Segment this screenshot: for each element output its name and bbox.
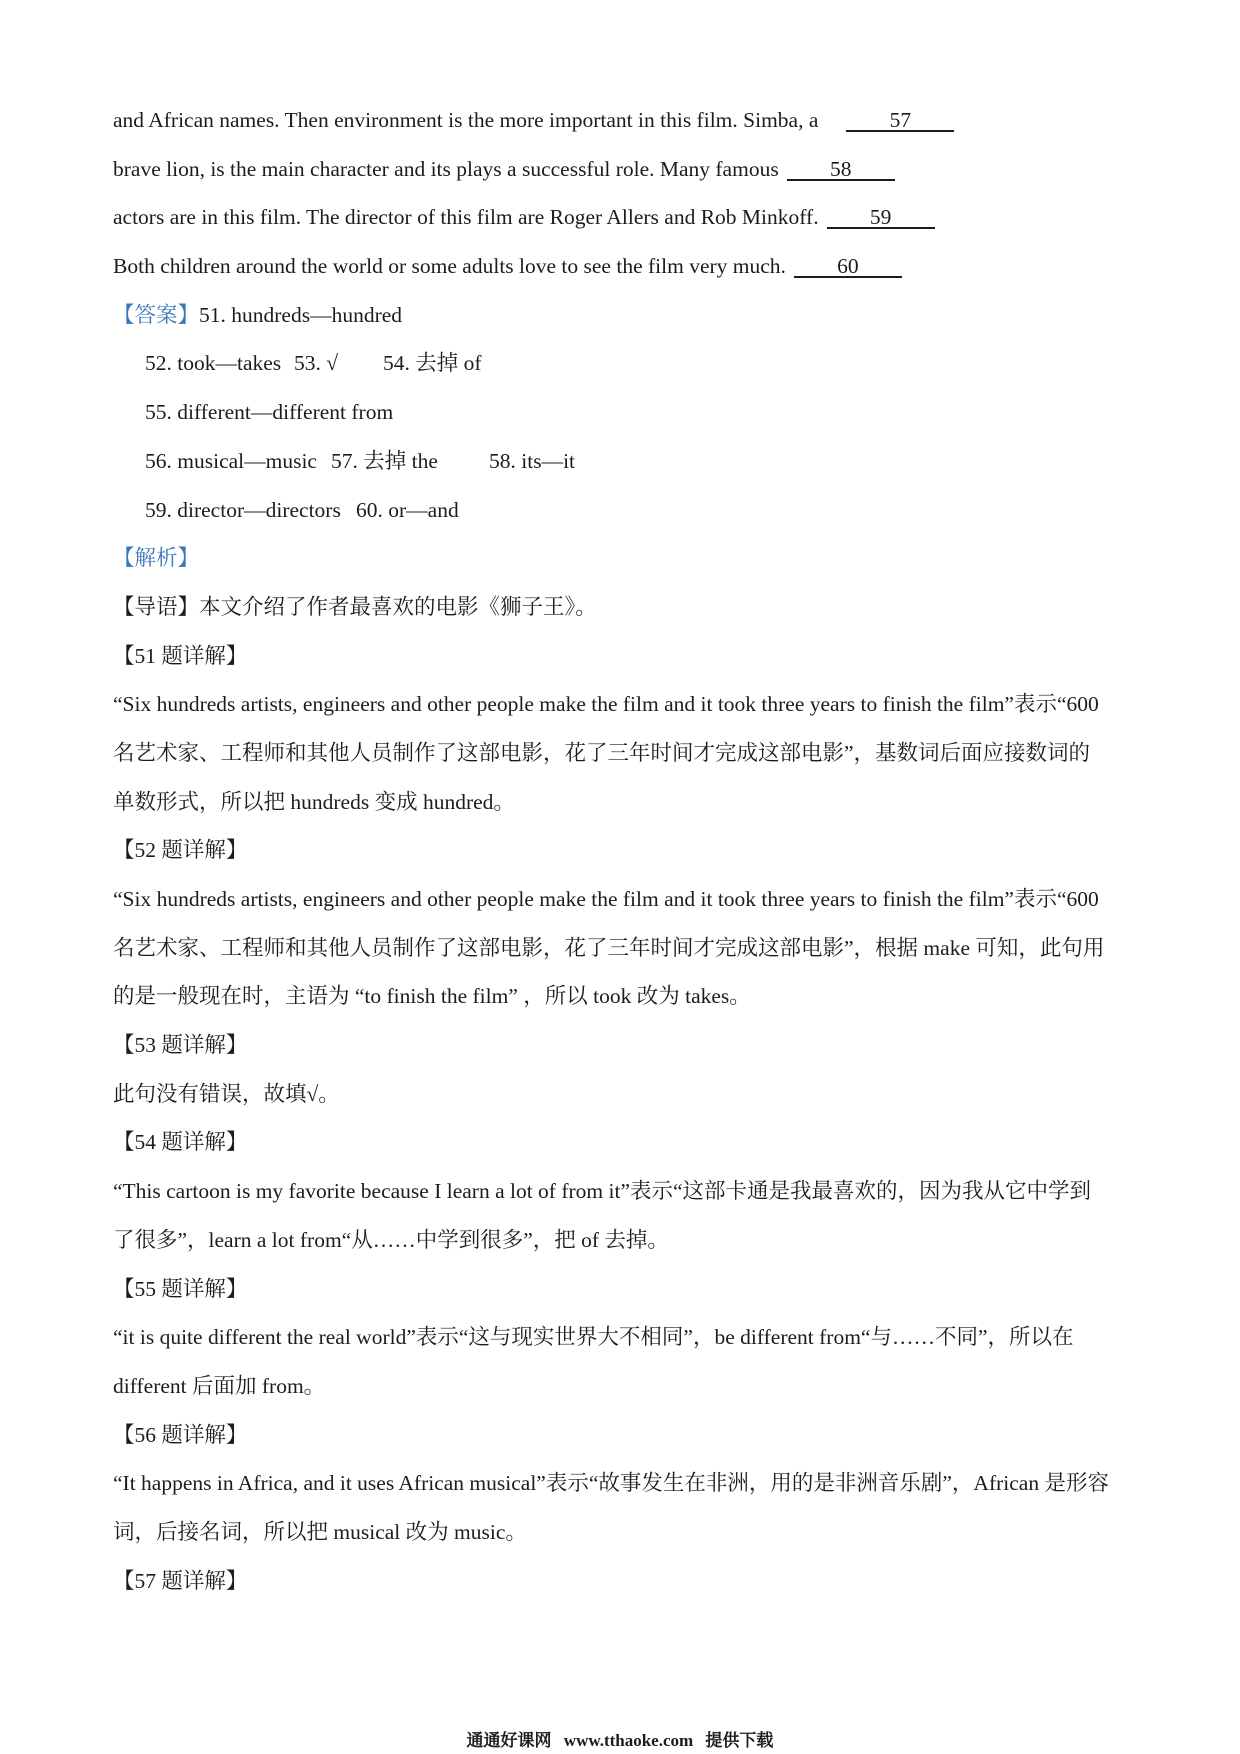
intro-line: 【导语】本文介绍了作者最喜欢的电影《狮子王》。 xyxy=(113,594,597,619)
section-heading-55: 【55 题详解】 xyxy=(113,1276,248,1301)
answer-item-54: 54. 去掉 of xyxy=(383,351,482,376)
analysis-row xyxy=(113,534,1203,583)
passage-line xyxy=(113,193,1203,242)
explanation-line: “This cartoon is my favorite because I learn a lot of from it”表示“这部卡通是我最喜欢的，因为我从它中学到 xyxy=(113,1179,1092,1204)
explanation-line: 此句没有错误，故填√。 xyxy=(113,1081,340,1106)
analysis-label: 【解析】 xyxy=(113,546,200,571)
section-heading-51: 【51 题详解】 xyxy=(113,643,248,668)
passage-line-text: Both children around the world or some adults love to see the film very much. xyxy=(113,254,786,279)
answer-row xyxy=(113,339,1203,388)
answer-item-53: 53. √ xyxy=(294,351,339,376)
answer-blank-57: 57 xyxy=(846,110,954,132)
section-heading-53: 【53 题详解】 xyxy=(113,1033,248,1058)
explanation-line: 名艺术家、工程师和其他人员制作了这部电影，花了三年时间才完成这部电影”，基数词后面应接数词的 xyxy=(113,740,1091,765)
explanation-line: 词，后接名词，所以把 musical 改为 music。 xyxy=(113,1519,527,1544)
answer-item-52: 52. took—takes xyxy=(145,351,282,376)
section-heading-52: 【52 题详解】 xyxy=(113,838,248,863)
answer-item-55: 55. different—different from xyxy=(145,400,394,425)
answer-row xyxy=(113,486,1203,535)
explanation-line: 单数形式，所以把 hundreds 变成 hundred。 xyxy=(113,789,515,814)
answer-row xyxy=(113,437,1203,486)
explanation-line: “It happens in Africa, and it uses African musical”表示“故事发生在非洲，用的是非洲音乐剧”，African 是形容 xyxy=(113,1471,1109,1496)
passage-line-text: brave lion, is the main character and its plays a successful role. Many famous xyxy=(113,156,779,181)
answer-item-58: 58. its—it xyxy=(489,448,576,473)
page-content xyxy=(113,96,1203,1605)
explanation-line: “Six hundreds artists, engineers and other people make the film and it took three years to finish the film”表示“600 xyxy=(113,692,1099,717)
answer-item-51: 51. hundreds—hundred xyxy=(199,302,403,327)
explanation-line: “it is quite different the real world”表示“这与现实世界大不相同”，be different from“与……不同”，所以在 xyxy=(113,1325,1074,1350)
explanation-line: 了很多”，learn a lot from“从……中学到很多”，把 of 去掉。 xyxy=(113,1227,669,1252)
answer-row xyxy=(113,388,1203,437)
answer-item-56: 56. musical—music xyxy=(145,448,317,473)
section-heading-54: 【54 题详解】 xyxy=(113,1130,248,1155)
passage-line xyxy=(113,145,1203,194)
answer-blank-60: 60 xyxy=(794,256,902,278)
answer-item-57: 57. 去掉 the xyxy=(331,448,438,473)
answer-item-59: 59. director—directors xyxy=(145,497,341,522)
answer-item-60: 60. or—and xyxy=(356,497,459,522)
explanation-line: 的是一般现在时，主语为 “to finish the film” ，所以 took 改为 takes。 xyxy=(113,984,751,1009)
explanation-line: 名艺术家、工程师和其他人员制作了这部电影，花了三年时间才完成这部电影”，根据 make 可知，此句用 xyxy=(113,935,1105,960)
page-footer: 通通好课网 www.tthaoke.com 提供下载 xyxy=(466,1731,774,1750)
passage-line xyxy=(113,96,1203,145)
passage-line-text: actors are in this film. The director of this film are Roger Allers and Rob Minkoff. xyxy=(113,205,819,230)
answer-label: 【答案】 xyxy=(113,302,200,327)
passage-line xyxy=(113,242,1203,291)
explanation-line: “Six hundreds artists, engineers and other people make the film and it took three years to finish the film”表示“600 xyxy=(113,887,1099,911)
answer-blank-58: 58 xyxy=(787,159,895,181)
explanation-line: different 后面加 from。 xyxy=(113,1373,326,1398)
passage-line-text: and African names. Then environment is the more important in this film. Simba, a xyxy=(113,108,819,132)
section-heading-57: 【57 题详解】 xyxy=(113,1568,248,1593)
section-heading-56: 【56 题详解】 xyxy=(113,1422,248,1447)
answer-blank-59: 59 xyxy=(827,207,935,229)
answer-row xyxy=(113,291,1203,340)
